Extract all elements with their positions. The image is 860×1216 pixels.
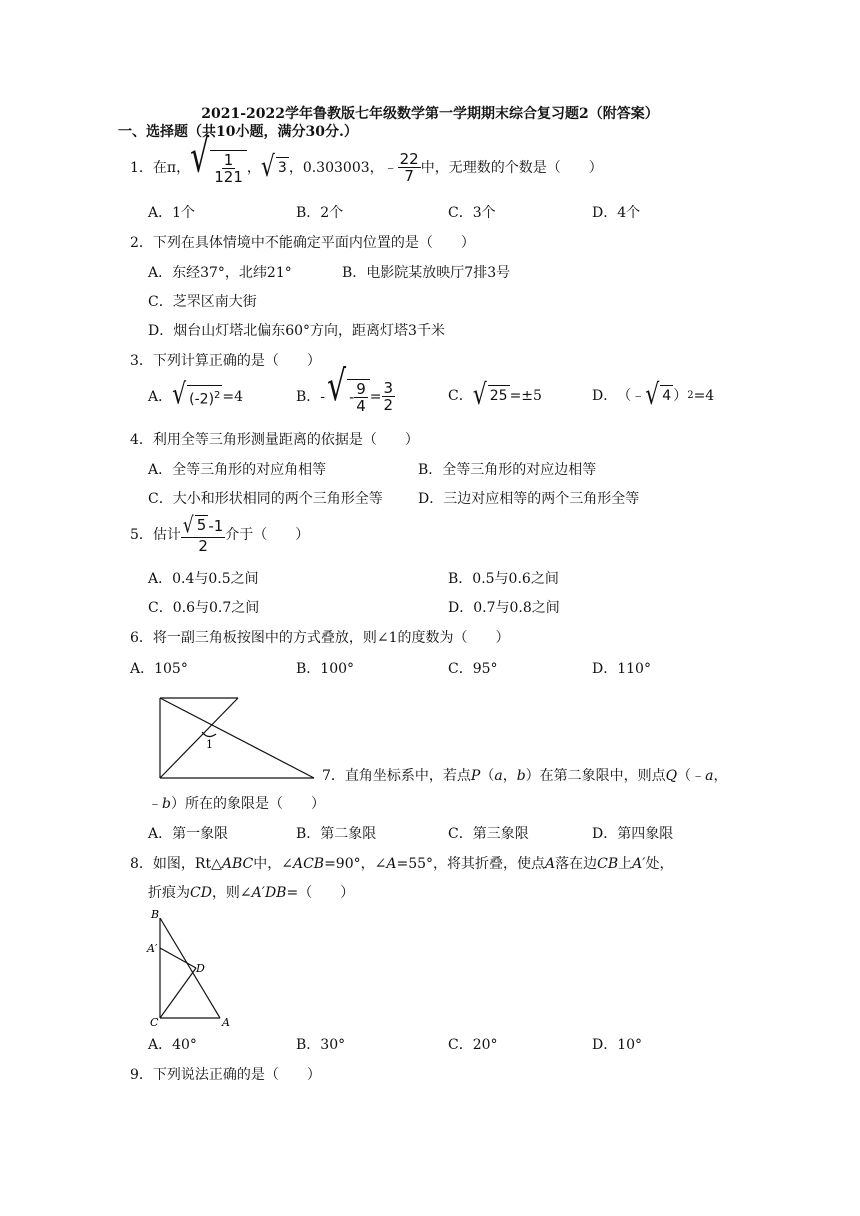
q6-option-d: D．110° <box>592 661 651 677</box>
q7-text-a: 7．直角坐标系中，若点 <box>322 768 471 784</box>
q8-cb: CB <box>597 856 619 872</box>
q1-text-c: 中，无理数的个数是（ ） <box>420 159 603 176</box>
fig8-cd-crease <box>160 968 196 1018</box>
q8-text-b: 中，∠ <box>253 856 293 872</box>
q8-acb: ACB <box>292 856 325 872</box>
q1-radical-2: √ 3 <box>260 150 287 184</box>
question-5-stem <box>130 515 309 554</box>
q5-rad: 5 <box>195 515 209 537</box>
q3-option-a <box>148 378 244 412</box>
q4-option-b: B．全等三角形的对应边相等 <box>418 462 597 478</box>
q5-den: 2 <box>198 537 208 555</box>
fig8-label-a-prime: A′ <box>147 942 158 955</box>
question-4-stem: 4．利用全等三角形测量距离的依据是（ ） <box>130 432 419 448</box>
q1-text-a: 1．在π， <box>130 159 191 176</box>
fig8-ab-edge <box>160 918 220 1018</box>
q3-d-open: （﹣ <box>617 388 646 404</box>
q3-c-label: C． <box>448 388 473 404</box>
q8-text-g: 处， <box>645 856 674 872</box>
q2-option-a: A．东经37°，北纬21° <box>148 265 292 281</box>
q3-a-rad: (-2) <box>189 391 215 408</box>
question-9-stem: 9．下列说法正确的是（ ） <box>130 1067 321 1083</box>
q8-text-e: 落在边 <box>555 856 598 872</box>
q7-option-c: C．第三象限 <box>448 826 529 842</box>
q5-text-b: 介于（ ） <box>225 526 310 543</box>
q8-a3: A′ <box>632 856 646 872</box>
q7-point-q: Q <box>665 768 678 784</box>
q3-a-rest: =4 <box>222 388 244 405</box>
question-3-stem: 3．下列计算正确的是（ ） <box>130 353 321 369</box>
q7-option-d: D．第四象限 <box>592 826 674 842</box>
q3-option-d <box>592 379 715 412</box>
q3-b-neg: - <box>320 388 326 405</box>
q1-r1-num: 1 <box>223 151 234 169</box>
q7-text-c: （﹣ <box>677 768 706 784</box>
fig8-label-b: B <box>151 908 160 921</box>
q7-paren: （ <box>480 768 495 784</box>
q7-var-b: b <box>516 768 526 784</box>
q1-text-b: ，0.303003， <box>288 159 384 176</box>
q5-option-b: B．0.5与0.6之间 <box>448 571 559 587</box>
q3-option-c <box>448 379 542 412</box>
q2-option-d: D．烟台山灯塔北偏东60°方向，距离灯塔3千米 <box>148 323 445 339</box>
fig8-label-c: C <box>150 1016 159 1029</box>
q3-d-rest: =4 <box>693 388 715 404</box>
q3-option-b <box>296 362 395 415</box>
q5-option-c: C．0.6与0.7之间 <box>148 600 260 616</box>
fig8-label-a: A <box>222 1016 230 1029</box>
q8-text-i: ，则∠ <box>211 885 252 901</box>
q7-text-e: ）所在的象限是（ ） <box>170 796 325 812</box>
q1-f-den: 7 <box>404 167 414 185</box>
q1-r2: 3 <box>276 157 289 179</box>
q5-fraction: √ 5 -1 2 <box>182 513 224 555</box>
section-heading: 一、选择题（共10小题，满分30分.） <box>118 124 358 140</box>
q8-text-a: 8．如图，Rt△ <box>130 856 222 872</box>
q4-option-d: D．三边对应相等的两个三角形全等 <box>418 491 640 507</box>
q6-triangle-figure <box>150 692 320 784</box>
q7-option-b: B．第二象限 <box>296 826 377 842</box>
question-8-line-2 <box>148 884 354 902</box>
q2-option-b: B．电影院某放映厅7排3号 <box>342 265 511 281</box>
q3-b-den: 4 <box>356 397 366 415</box>
q1-r1-den: 121 <box>214 168 243 186</box>
q3-b-radical: √ - $\frac{9}{4}$ <box>327 379 370 414</box>
q7-text-b: ）在第二象限中，则点 <box>525 768 666 784</box>
q8-abc: ABC <box>221 856 254 872</box>
q3-d-close: ） <box>673 388 688 404</box>
q3-b-eq: = <box>369 388 382 405</box>
q6-option-a: A．105° <box>130 661 188 677</box>
question-8-line-1 <box>130 855 673 873</box>
q7-var-b2: b <box>162 796 171 812</box>
q8-adb: A′DB <box>251 885 287 901</box>
q4-option-a: A．全等三角形的对应角相等 <box>148 462 327 478</box>
q8-triangle-figure <box>144 906 244 1030</box>
q7-var-a: a <box>494 768 503 784</box>
q8-option-c: C．20° <box>448 1037 498 1053</box>
q8-text-d: =55°，将其折叠，使点 <box>396 856 546 872</box>
q5-text-a: 5．估计 <box>130 526 181 543</box>
fig8-label-d: D <box>196 962 205 975</box>
q3-c-radical: √ 25 <box>472 379 508 412</box>
fig6-angle-label: 1 <box>206 738 213 751</box>
fig8-a1d-segment <box>160 948 196 968</box>
q3-a-label: A． <box>148 388 173 405</box>
page-title: 2021-2022学年鲁教版七年级数学第一学期期末综合复习题2（附答案） <box>201 106 659 122</box>
q7-text-d: ﹣ <box>148 796 162 812</box>
q7-option-a: A．第一象限 <box>148 826 229 842</box>
q3-b-inner-neg: - <box>349 389 355 406</box>
question-2-stem: 2．下列在具体情境中不能确定平面内位置的是（ ） <box>130 235 475 251</box>
q8-option-b: B．30° <box>296 1037 346 1053</box>
q3-b-rnum: 3 <box>383 379 394 397</box>
question-6-stem: 6．将一副三角板按图中的方式叠放，则∠1的度数为（ ） <box>130 630 510 646</box>
q7-var-a2: a <box>705 768 714 784</box>
q3-c-rad: 25 <box>488 385 510 407</box>
q3-d-rad: 4 <box>660 385 673 407</box>
q3-b-label: B． <box>296 388 321 405</box>
q1-neg: ﹣ <box>383 159 398 176</box>
q1-option-d: D．4个 <box>592 205 641 221</box>
q3-b-num: 9 <box>356 380 366 398</box>
fig6-hypotenuse <box>160 698 314 778</box>
q4-option-c: C．大小和形状相同的两个三角形全等 <box>148 491 383 507</box>
q8-cd: CD <box>190 885 212 901</box>
q2-option-c: C．芝罘区南大街 <box>148 294 257 310</box>
fig6-diagonal <box>160 698 238 778</box>
q3-b-rden: 2 <box>383 396 394 414</box>
q8-a: A <box>386 856 397 872</box>
q1-f-num: 22 <box>399 150 419 168</box>
q1-fraction <box>398 151 421 184</box>
q5-option-d: D．0.7与0.8之间 <box>448 600 560 616</box>
q8-text-j: =（ ） <box>286 885 355 901</box>
q1-radical-1: √ $\frac{1}{121}$ <box>190 150 247 185</box>
q1-option-c: C．3个 <box>448 205 496 221</box>
q1-sep: ， <box>246 159 261 176</box>
q7-point-p: P <box>470 768 481 784</box>
q7-comma: ， <box>502 768 517 784</box>
q1-option-b: B．2个 <box>296 205 344 221</box>
q3-d-radical: √ 4 <box>645 379 672 412</box>
q3-c-rest: =±5 <box>509 388 542 404</box>
q3-d-label: D． <box>592 388 618 404</box>
q8-text-f: 上 <box>618 856 633 872</box>
q3-a-radical: √ $(-2)^2$ <box>172 378 221 412</box>
q8-text-h: 折痕为 <box>148 885 190 901</box>
q7-comma2: ， <box>713 768 728 784</box>
q8-option-a: A．40° <box>148 1037 197 1053</box>
q5-option-a: A．0.4与0.5之间 <box>148 571 259 587</box>
q8-a2: A <box>545 856 556 872</box>
question-7-line-1 <box>322 767 728 785</box>
q3-a-exp: 2 <box>214 390 221 401</box>
q6-option-b: B．100° <box>296 661 355 677</box>
q8-text-c: =90°，∠ <box>324 856 387 872</box>
q6-option-c: C．95° <box>448 661 498 677</box>
q3-d-exp: 2 <box>687 390 694 401</box>
question-7-line-2 <box>148 795 325 813</box>
q5-minus-one: -1 <box>208 517 224 535</box>
q1-option-a: A．1个 <box>148 205 196 221</box>
q8-option-d: D．10° <box>592 1037 643 1053</box>
q3-b-result <box>382 380 396 413</box>
